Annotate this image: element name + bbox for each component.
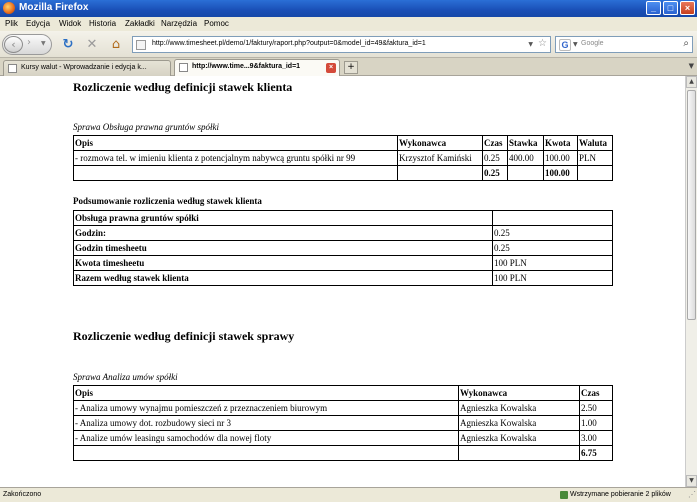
cell-stawka: 400.00 <box>508 151 544 166</box>
download-icon[interactable] <box>560 491 568 499</box>
cell-waluta: PLN <box>578 151 613 166</box>
title-bar <box>0 0 697 17</box>
table-row <box>74 211 613 226</box>
cell-wykonawca: Agnieszka Kowalska <box>459 401 580 416</box>
table-header-row <box>74 136 613 151</box>
status-bar <box>0 487 697 502</box>
section2-case-label: Sprawa Analiza umów spółki <box>73 372 178 382</box>
table-row <box>74 256 613 271</box>
menu-bar <box>0 17 697 31</box>
status-text: Zakończono <box>3 491 42 498</box>
menu-plik[interactable]: Plik <box>5 19 18 28</box>
summary-table <box>73 210 613 286</box>
menu-widok[interactable]: Widok <box>59 19 82 28</box>
window-title: Mozilla Firefox <box>19 2 89 13</box>
summary-value: 0.25 <box>493 241 613 256</box>
scroll-up-icon[interactable]: ▲ <box>686 76 697 88</box>
summary-label: Kwota timesheetu <box>74 256 493 271</box>
new-tab-button[interactable]: + <box>344 61 358 74</box>
table-row <box>74 226 613 241</box>
cell-opis: - rozmowa tel. w imieniu klienta z potencjalnym nabywcą gruntu spółki nr 99 <box>74 151 398 166</box>
cell-wykonawca: Agnieszka Kowalska <box>459 416 580 431</box>
tab-label: http://www.time...9&faktura_id=1 <box>192 63 301 70</box>
cell-czas: 3.00 <box>580 431 613 446</box>
tab-strip <box>0 58 697 76</box>
table-header-row <box>74 386 613 401</box>
maximize-button[interactable]: □ <box>663 1 678 15</box>
total-kwota: 100.00 <box>544 166 578 181</box>
cell-czas: 1.00 <box>580 416 613 431</box>
tab-list-dropdown-icon[interactable]: ▼ <box>688 62 694 70</box>
col-header-opis: Opis <box>74 136 398 151</box>
summary-value: 0.25 <box>493 226 613 241</box>
page-content <box>0 76 685 487</box>
col-header-czas: Czas <box>483 136 508 151</box>
cell-wykonawca: Krzysztof Kamiński <box>398 151 483 166</box>
cell-empty <box>508 166 544 181</box>
section2-heading: Rozliczenie według definicji stawek sprawy <box>73 329 295 343</box>
cell-opis: - Analiza umowy wynajmu pomieszczeń z przeznaczeniem biurowym <box>74 401 459 416</box>
search-engine-icon[interactable]: G <box>559 39 571 51</box>
back-forward-group <box>2 34 52 55</box>
table-total-row <box>74 446 613 461</box>
tab-favicon-icon <box>8 64 17 73</box>
col-header-opis: Opis <box>74 386 459 401</box>
reload-icon[interactable]: ↻ <box>62 37 74 52</box>
bookmark-star-icon[interactable]: ☆ <box>538 38 547 49</box>
tab-close-icon[interactable]: × <box>326 63 336 73</box>
table-row <box>74 431 613 446</box>
history-dropdown-icon[interactable]: ▼ <box>41 40 46 47</box>
menu-edycja[interactable]: Edycja <box>26 19 51 28</box>
page-favicon-icon <box>136 40 146 50</box>
vertical-scrollbar[interactable] <box>685 76 697 487</box>
menu-historia[interactable]: Historia <box>89 19 117 28</box>
col-header-wykonawca: Wykonawca <box>459 386 580 401</box>
close-window-button[interactable]: × <box>680 1 695 15</box>
summary-value: 100 PLN <box>493 271 613 286</box>
table-row <box>74 151 613 166</box>
table-row <box>74 241 613 256</box>
summary-label: Godzin: <box>74 226 493 241</box>
cell-czas: 2.50 <box>580 401 613 416</box>
download-status[interactable]: Wstrzymane pobieranie 2 plików <box>570 491 671 498</box>
back-icon[interactable]: ‹ <box>4 36 23 53</box>
tab-raport[interactable] <box>174 59 340 77</box>
scrollbar-thumb[interactable] <box>687 90 696 320</box>
cell-empty <box>578 166 613 181</box>
table-total-row <box>74 166 613 181</box>
url-history-dropdown-icon[interactable]: ▼ <box>528 41 533 48</box>
table-row <box>74 401 613 416</box>
summary-title: Obsługa prawna gruntów spółki <box>74 211 493 226</box>
table-row <box>74 416 613 431</box>
minimize-button[interactable]: _ <box>646 1 661 15</box>
table-row <box>74 271 613 286</box>
stop-icon[interactable]: ✕ <box>86 37 98 52</box>
section1-table <box>73 135 613 181</box>
cell-czas: 0.25 <box>483 151 508 166</box>
scroll-down-icon[interactable]: ▼ <box>686 475 697 487</box>
cell-empty <box>493 211 613 226</box>
tab-favicon-icon <box>179 63 188 72</box>
summary-label: Godzin timesheetu <box>74 241 493 256</box>
cell-empty <box>398 166 483 181</box>
summary-label: Razem według stawek klienta <box>74 271 493 286</box>
cell-wykonawca: Agnieszka Kowalska <box>459 431 580 446</box>
col-header-wykonawca: Wykonawca <box>398 136 483 151</box>
section1-heading: Rozliczenie według definicji stawek klienta <box>73 80 293 94</box>
cell-opis: - Analize umów leasingu samochodów dla nowej floty <box>74 431 459 446</box>
cell-kwota: 100.00 <box>544 151 578 166</box>
tab-kursy-walut[interactable] <box>3 60 171 76</box>
total-czas: 6.75 <box>580 446 613 461</box>
address-input[interactable]: http://www.timesheet.pl/demo/1/faktury/raport.php?output=0&model_id=49&faktura_id=1 <box>152 40 426 47</box>
cell-empty <box>459 446 580 461</box>
firefox-icon <box>3 2 15 14</box>
col-header-czas: Czas <box>580 386 613 401</box>
menu-narzedzia[interactable]: Narzędzia <box>161 19 198 28</box>
forward-icon[interactable]: › <box>27 37 31 48</box>
col-header-waluta: Waluta <box>578 136 613 151</box>
section2-table <box>73 385 613 461</box>
tab-label: Kursy walut - Wprowadzanie i edycja k... <box>21 64 147 71</box>
col-header-kwota: Kwota <box>544 136 578 151</box>
navigation-toolbar <box>0 31 697 58</box>
section1-case-label: Sprawa Obsługa prawna gruntów spółki <box>73 122 220 132</box>
col-header-stawka: Stawka <box>508 136 544 151</box>
search-bar[interactable] <box>555 36 693 53</box>
resize-grip-icon[interactable]: ⋰ <box>688 490 696 499</box>
summary-value: 100 PLN <box>493 256 613 271</box>
search-engine-dropdown-icon[interactable]: ▼ <box>573 41 578 48</box>
home-icon[interactable]: ⌂ <box>111 37 121 52</box>
address-bar[interactable] <box>132 36 551 53</box>
search-icon[interactable]: ⌕ <box>683 38 689 49</box>
summary-heading: Podsumowanie rozliczenia według stawek klienta <box>73 196 262 206</box>
menu-zakladki[interactable]: Zakładki <box>125 19 155 28</box>
cell-empty <box>74 446 459 461</box>
cell-opis: - Analiza umowy dot. rozbudowy sieci nr 3 <box>74 416 459 431</box>
cell-empty <box>74 166 398 181</box>
menu-pomoc[interactable]: Pomoc <box>204 19 229 28</box>
total-czas: 0.25 <box>483 166 508 181</box>
search-input[interactable]: Google <box>581 40 604 47</box>
